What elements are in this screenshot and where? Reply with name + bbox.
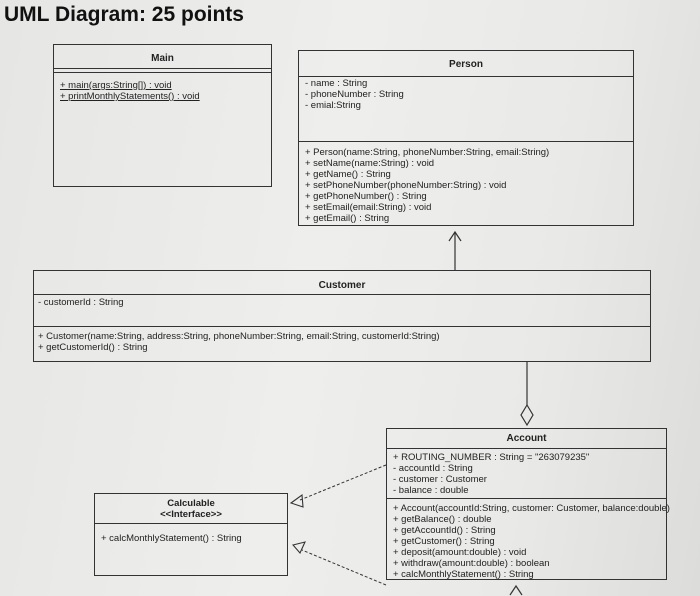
person-method: + setPhoneNumber(phoneNumber:String) : void: [305, 180, 507, 191]
person-class-box: [298, 50, 634, 226]
person-attributes-divider: [299, 141, 633, 142]
aggregation-diamond: [521, 405, 533, 425]
person-attribute: - phoneNumber : String: [305, 89, 404, 100]
person-attribute: - name : String: [305, 78, 368, 89]
realization-line: [300, 465, 386, 500]
account-attributes: [393, 452, 589, 496]
account-method: + getCustomer() : String: [393, 536, 495, 547]
account-method: + getAccountId() : String: [393, 525, 496, 536]
main-method: + printMonthlyStatements() : void: [60, 91, 200, 102]
customer-attribute: - customerId : String: [38, 297, 124, 308]
main-attributes-divider: [54, 68, 271, 69]
customer-methods: [38, 331, 440, 353]
realization-arrowhead: [291, 495, 303, 507]
account-methods: [393, 503, 670, 580]
person-method: + getPhoneNumber() : String: [305, 191, 427, 202]
main-method: + main(args:String[]) : void: [60, 80, 172, 91]
main-class-box: [53, 44, 272, 187]
account-attribute: - balance : double: [393, 485, 469, 496]
customer-class-box: [33, 270, 651, 362]
calculable-stereotype: <<Interface>>: [160, 509, 222, 520]
realization-arrowhead-2: [293, 542, 305, 553]
person-method: + Person(name:String, phoneNumber:String, email:String): [305, 147, 550, 158]
person-method: + setName(name:String) : void: [305, 158, 435, 169]
person-methods: [305, 147, 549, 224]
account-method: + Account(accountId:String, customer: Customer, balance:double): [393, 503, 670, 514]
lower-arrowhead: [510, 586, 522, 595]
account-method: + calcMonthlyStatement() : String: [393, 569, 534, 580]
account-attribute: + ROUTING_NUMBER : String = "263079235": [393, 452, 590, 463]
main-class-name: Main: [151, 53, 174, 64]
account-attribute: - customer : Customer: [393, 474, 487, 485]
customer-method: + getCustomerId() : String: [38, 342, 148, 353]
account-header-divider: [387, 448, 666, 449]
customer-attributes: [38, 297, 124, 308]
person-attribute: - emial:String: [305, 100, 361, 111]
calculable-interface-name: Calculable: [167, 498, 215, 509]
calculable-interface-box: [94, 493, 288, 576]
account-method: + deposit(amount:double) : void: [393, 547, 527, 558]
account-attributes-divider: [387, 498, 666, 499]
person-method: + setEmail(email:String) : void: [305, 202, 432, 213]
customer-header-divider: [34, 294, 650, 295]
account-method: + withdraw(amount:double) : boolean: [393, 558, 550, 569]
account-attribute: - accountId : String: [393, 463, 473, 474]
calculable-method: + calcMonthlyStatement() : String: [101, 533, 242, 544]
diagram-title: UML Diagram: 25 points: [4, 3, 244, 26]
customer-class-name: Customer: [318, 280, 366, 291]
account-class-name: Account: [506, 433, 547, 444]
inheritance-arrowhead: [449, 232, 461, 241]
calculable-header-divider: [95, 523, 287, 524]
person-method: + getName() : String: [305, 169, 391, 180]
main-attributes-divider-2: [54, 72, 271, 73]
person-header-divider: [299, 76, 633, 77]
customer-method: + Customer(name:String, address:String, phoneNumber:String, email:String, customerId:String): [38, 331, 440, 342]
account-method: + getBalance() : double: [393, 514, 492, 525]
customer-attributes-divider: [34, 326, 650, 327]
main-methods: [60, 80, 200, 102]
person-class-name: Person: [449, 59, 483, 70]
account-class-box: [386, 428, 670, 580]
person-method: + getEmail() : String: [305, 213, 390, 224]
realization-line-2: [302, 550, 386, 585]
calculable-methods: [101, 533, 242, 544]
person-attributes: [305, 78, 404, 111]
